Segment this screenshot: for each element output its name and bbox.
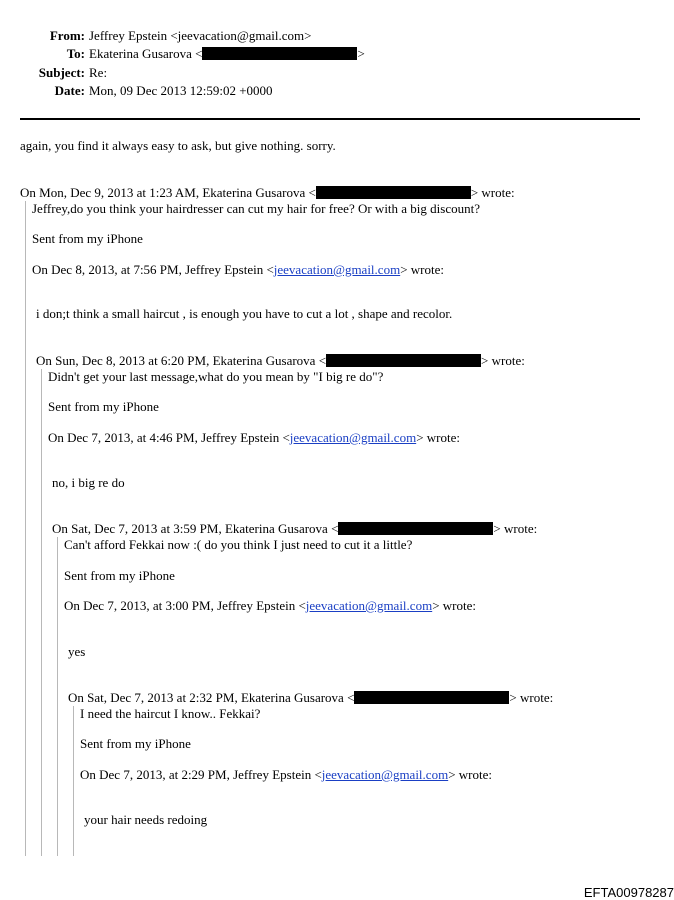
subject-value: Re: [89,65,108,80]
quote-bar-level-4 [73,706,74,856]
quote2-nested-attribution [48,430,460,446]
quote-bar-level-1 [25,201,26,856]
quote3-text: Can't afford Fekkai now :( do you think I just need to cut it a little? [64,537,413,552]
quote4-attribution-text: On Sat, Dec 7, 2013 at 2:32 PM, Ekaterina Gusarova < [68,690,355,705]
quote4-nested-attribution-text: On Dec 7, 2013, at 2:29 PM, Jeffrey Epstein < [80,767,322,782]
redaction-box [326,354,481,367]
email-link[interactable]: jeevacation@gmail.com [273,262,401,277]
quote3-sent-signature: Sent from my iPhone [64,568,175,583]
quote1-attribution-text: On Mon, Dec 9, 2013 at 1:23 AM, Ekaterina Gusarova < [20,185,316,200]
bates-number: EFTA00978287 [583,885,674,900]
quote2-sent-signature: Sent from my iPhone [48,399,159,414]
redaction-box [316,186,471,199]
quote3-attribution-text: On Sat, Dec 7, 2013 at 3:59 PM, Ekaterina Gusarova < [52,521,339,536]
to-close: > [357,46,365,61]
quote1-sent-signature: Sent from my iPhone [32,231,143,246]
reply-text: again, you find it always easy to ask, but give nothing. sorry. [20,138,336,153]
to-name: Ekaterina Gusarova < [89,46,203,61]
quote1-attribution-end: > wrote: [470,185,515,200]
quote2-nested-attribution-text: On Dec 7, 2013, at 4:46 PM, Jeffrey Epstein < [48,430,290,445]
quote3-attribution [52,521,537,537]
quote4-nested-attribution [80,767,492,783]
redaction-box [354,691,509,704]
quote4-sent-signature: Sent from my iPhone [80,736,191,751]
redaction-box [338,522,493,535]
quote1-nested-attribution-text: On Dec 8, 2013, at 7:56 PM, Jeffrey Epstein < [32,262,274,277]
quote4-text: I need the haircut I know.. Fekkai? [80,706,261,721]
quote1-attribution [20,185,515,201]
quote-bar-level-3 [57,537,58,856]
quote2-attribution-end: > wrote: [481,353,525,368]
quote2-nested-attribution-end: > wrote: [416,430,460,445]
quote3-nested-attribution-end: > wrote: [432,598,476,613]
quote1-text: Jeffrey,do you think your hairdresser can cut my hair for free? Or with a big discount? [32,201,480,216]
quote1-reply-text: i don;t think a small haircut , is enough you have to cut a lot , shape and recolor. [36,306,453,321]
quote2-text: Didn't get your last message,what do you mean by "I big re do"? [48,369,384,384]
quote-bar-level-2 [41,369,42,856]
quote2-attribution-text: On Sun, Dec 8, 2013 at 6:20 PM, Ekaterina Gusarova < [36,353,327,368]
redaction-box [202,47,357,60]
quote4-nested-attribution-end: > wrote: [448,767,492,782]
quote2-reply-text: no, i big re do [52,475,125,490]
to-value [89,46,365,62]
quote1-nested-attribution-end: > wrote: [400,262,444,277]
quote3-reply-text: yes [68,644,86,659]
from-value: Jeffrey Epstein <jeevacation@gmail.com> [89,28,312,43]
quote3-nested-attribution-text: On Dec 7, 2013, at 3:00 PM, Jeffrey Epstein < [64,598,306,613]
quote2-attribution [36,353,525,369]
date-label: Date: [54,83,85,98]
quote1-nested-attribution [32,262,444,278]
subject-label: Subject: [38,65,85,80]
quote4-reply-text: your hair needs redoing [84,812,208,827]
quote4-attribution-end: > wrote: [509,690,554,705]
quote3-attribution-end: > wrote: [493,521,538,536]
email-link[interactable]: jeevacation@gmail.com [289,430,417,445]
email-link[interactable]: jeevacation@gmail.com [305,598,433,613]
from-label: From: [49,28,85,43]
quote3-nested-attribution [64,598,476,614]
header-divider [20,118,640,120]
to-label: To: [66,46,85,61]
quote4-attribution [68,690,553,706]
email-link[interactable]: jeevacation@gmail.com [321,767,449,782]
date-value: Mon, 09 Dec 2013 12:59:02 +0000 [89,83,273,98]
